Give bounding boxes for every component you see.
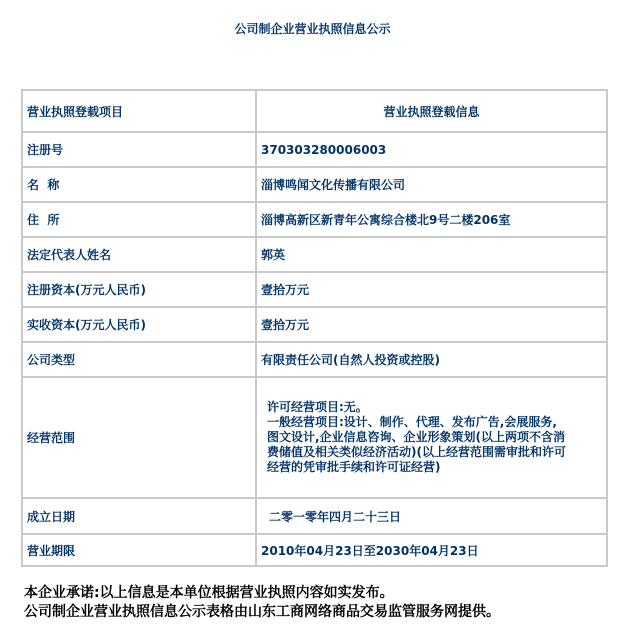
row-label: 成立日期 [22,498,256,534]
table-header-row [22,90,607,132]
header-item-label: 营业执照登载项目 [22,90,256,132]
footer-provider: 公司制企业营业执照信息公示表格由山东工商网络商品交易监管服务网提供。 [24,604,500,620]
scope-line: 经营的凭审批手续和许可证经营) [267,460,441,474]
table-row-company-type [22,342,607,377]
page-title: 公司制企业营业执照信息公示 [234,22,391,36]
scope-line: 许可经营项目:无。 [267,400,368,414]
table-row-reg-no [22,132,607,167]
table-row-legal-rep [22,237,607,272]
row-label: 注册资本(万元人民币) [22,272,256,307]
row-value: 2010年04月23日至2030年04月23日 [256,534,607,566]
table-row-business-term [22,534,607,566]
row-label: 实收资本(万元人民币) [22,307,256,342]
row-value: 淄博鸣闻文化传播有限公司 [256,167,607,202]
row-value: 二零一零年四月二十三日 [256,498,607,534]
table-row-business-scope [22,377,607,498]
row-label: 法定代表人姓名 [22,237,256,272]
row-value: 淄博高新区新青年公寓综合楼北9号二楼206室 [256,202,607,237]
row-label: 住 所 [22,202,256,237]
table-row-paid-capital [22,307,607,342]
row-label: 公司类型 [22,342,256,377]
row-label: 经营范围 [22,377,256,498]
table-row-established-date [22,498,607,534]
scope-line: 图文设计,企业信息咨询、企业形象策划(以上两项不含消 [267,430,566,444]
row-value: 郭英 [256,237,607,272]
row-label: 注册号 [22,132,256,167]
row-value: 有限责任公司(自然人投资或控股) [256,342,607,377]
row-value: 370303280006003 [256,132,607,167]
license-info-table [21,89,608,567]
row-label: 名 称 [22,167,256,202]
row-value: 壹拾万元 [256,307,607,342]
footer-commitment: 本企业承诺:以上信息是本单位根据营业执照内容如实发布。 [24,585,394,601]
table-row-address [22,202,607,237]
business-scope-text [256,377,607,498]
row-value: 壹拾万元 [256,272,607,307]
scope-line: 一般经营项目:设计、制作、代理、发布广告,会展服务, [267,415,557,429]
scope-line: 费储值及相关类似经济活动)(以上经营范围需审批和许可 [267,445,566,459]
row-label: 营业期限 [22,534,256,566]
table-row-name [22,167,607,202]
table-row-reg-capital [22,272,607,307]
footer-note [24,584,624,622]
header-info-label: 营业执照登载信息 [256,90,607,132]
